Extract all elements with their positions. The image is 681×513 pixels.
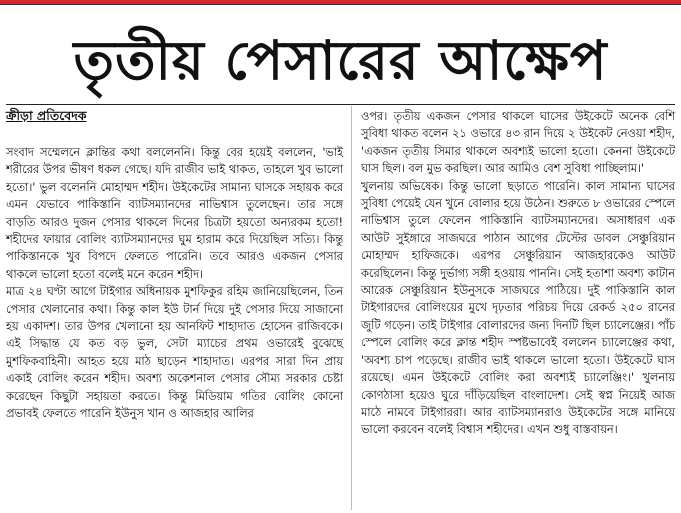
right-paragraph-2: খুলনায় অভিষেক। কিন্তু ভালো ছড়াতে পারেনি। কাল সামান্য ঘাসের সুবিধা পেয়েই যেন খুনে বোলার হয়ে উঠেন। শুরুতে ৮ ওভারের স্পেলে নাভিশ্বাস তুলে ফেলেন পাকিস্তানি ব্যাটসম্যানদের। অসাধারণ এক আউট সুইঙ্গারে সাজঘরে পাঠান আগের টেস্টের ডাবল সেঞ্চুরিয়ান মোহাম্মদ হাফিজকে। এরপর সেঞ্চুরিয়ান আজহারকেও আউট করেছিলেন। কিন্তু দুর্ভাগ্য সঙ্গী হওয়ায় পাননি। সেই হতাশা অবশ্য কাটান আরেক সেঞ্চুরিয়ান ইউনুসকে সাজঘরে পাঠিয়ে। দুই পাকিস্তানি কাল টাইগারদের বোলিংয়ের মুখে দৃঢ়তার পরিচয় দিয়ে রেকর্ড ২৫০ রানের জুটি গড়েন। তাই টাইগার বোলারদের জন্য দিনটি ছিল চ্যালেঞ্জের। পাঁচ স্পেলে বোলিং করে ক্লান্ত শহীদ স্পষ্টভাবেই বললেন চ্যালেঞ্জের কথা, 'অবশ্য চাপ পড়েছে। রাজীব ভাই থাকলে ভালো হতো। উইকেটে ঘাস রয়েছে। এমন উইকেটে বোলিং করা অবশ্যই চ্যালেঞ্জিং।' খুলনায় কোণঠাসা হয়েও ঘুরে দাঁড়িয়েছিল বাংলাদেশ। সেই স্বপ্ন নিয়েই আজ মাঠে নামবে টাইগাররা। আর ব্যাটসম্যানরাও উইকেটের সঙ্গে মানিয়ে ভালো করবেন বলেই বিশ্বাস শহীদের। এখন শুধু বাস্তবায়ন।	[361, 179, 675, 437]
column-divider	[351, 106, 352, 510]
top-rule	[0, 4, 681, 5]
left-paragraph-2: মাত্র ২৪ ঘণ্টা আগে টাইগার অধিনায়ক মুশফিকুর রহিম জানিয়েছিলেন, তিন পেসার খেলানোর কথা। কিন্তু কাল ইউ টার্ন দিয়ে দুই পেসার দিয়ে সাজানো হয় একাদশ। তার উপর খেলানো হয় আনফিট শাহাদাত হোসেন রাজিবকে। এই সিদ্ধান্ত যে কত বড় ভুল, সেটা ম্যাচের প্রথম ওভারেই বুঝেছে মুশফিকবাহিনী। আহত হয়ে মাঠ ছাড়েন শাহাদাত। এরপর সারা দিন প্রায় একাই বোলিং করেন শহীদ। অবশ্য অকেশনাল পেসার সৌম্য সরকার চেষ্টা করেছেন কিছুটা সহায়তা করতে। কিন্তু মিডিয়াম গতির বোলিং কোনো প্রভাবই ফেলতে পারেনি ইউনুস খান ও আজহার আলির	[6, 285, 343, 421]
right-paragraph-1: ওপর। তৃতীয় একজন পেসার থাকলে ঘাসের উইকেটে অনেক বেশি সুবিধা থাকত বলেন ২১ ওভারে ৪৩ রান দিয়ে ২ উইকেট নেওয়া শহীদ, 'একজন তৃতীয় সিমার থাকলে অবশ্যই ভালো হতো। কেননা উইকেটে ঘাস ছিল। বল মুভ করছিল। আর আমিও বেশ সুবিধা পাচ্ছিলাম।'	[361, 110, 675, 176]
left-paragraph-1: সংবাদ সম্মেলনে ক্লান্তির কথা বললেননি। কিন্তু বের হয়েই বললেন, 'ভাই শরীরের উপর ভীষণ ধকল গেছে। যদি রাজীব ভাই থাকত, তাহলে খুব ভালো হতো।' ভুল বলেননি মোহাম্মদ শহীদ। উইকেটের সামান্য ঘাসকে সহায়ক করে এমন যেভাবে পাকিস্তানি ব্যাটসম্যানদের নাভিশ্বাস তুলেছেন। তার সঙ্গে বাড়তি আরও দুজন পেসার থাকলে দিনের চিত্রটা হয়তো অন্যরকম হতো! শহীদের ফায়ার বোলিং ব্যাটসম্যানদের ঘুম হারাম করে দিয়েছিল সত্যি। কিন্তু পাকিস্তানকে খুব বিপদে ফেলতে পারেনি। তবে আরও একজন পেসার থাকলে ভালো হতো বলেই মনে করেন শহীদ।	[6, 146, 343, 281]
left-column	[6, 144, 343, 423]
byline: ক্রীড়া প্রতিবেদক	[6, 108, 87, 123]
headline-rule	[6, 104, 675, 105]
right-column	[361, 108, 675, 439]
article-headline: তৃতীয় পেসারের আক্ষেপ	[73, 29, 608, 92]
